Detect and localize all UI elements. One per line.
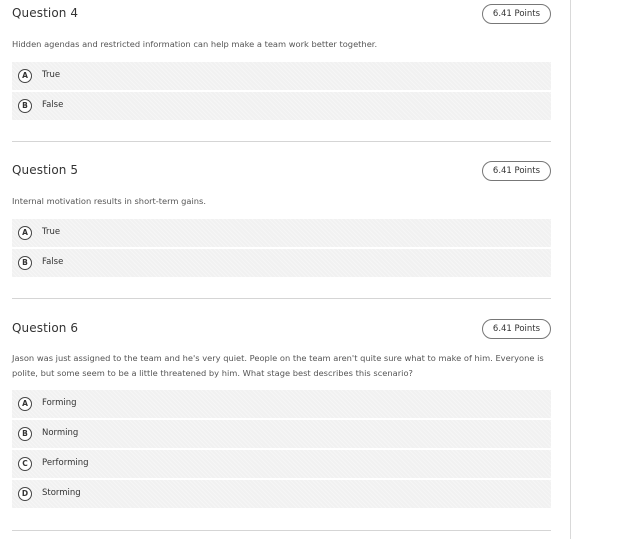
question-text: Internal motivation results in short-term gains. [12, 196, 207, 206]
option-letter-c: C [18, 457, 32, 471]
option-letter-a: A [18, 397, 32, 411]
option-label: False [42, 257, 64, 267]
option-letter-a: A [18, 69, 32, 83]
option-a[interactable] [12, 219, 551, 247]
points-badge: 6.41 Points [482, 4, 551, 24]
option-label: Performing [42, 458, 89, 468]
option-label: True [42, 70, 61, 80]
option-letter-b: B [18, 427, 32, 441]
option-letter-d: D [18, 487, 32, 501]
option-letter-b: B [18, 256, 32, 270]
option-letter-a: A [18, 226, 32, 240]
option-b[interactable] [12, 92, 551, 120]
option-label: Forming [42, 398, 77, 408]
question-title: Question 4 [12, 6, 79, 20]
option-c[interactable] [12, 450, 551, 478]
points-badge: 6.41 Points [482, 161, 551, 181]
option-label: Storming [42, 488, 81, 498]
question-divider [12, 141, 551, 142]
question-text: Jason was just assigned to the team and he's very quiet. People on the team aren't quite sure what to make of him. Everyone is polite, but some seem to be a little threatened by him. What stage best describes this scenario? [12, 353, 544, 378]
points-badge: 6.41 Points [482, 319, 551, 339]
option-label: True [42, 227, 61, 237]
question-divider [12, 298, 551, 299]
option-letter-b: B [18, 99, 32, 113]
option-a[interactable] [12, 62, 551, 90]
question-text: Hidden agendas and restricted information can help make a team work better together. [12, 39, 378, 49]
option-b[interactable] [12, 249, 551, 277]
question-title: Question 6 [12, 321, 79, 335]
option-label: Norming [42, 428, 79, 438]
option-d[interactable] [12, 480, 551, 508]
question-divider [12, 530, 551, 531]
content-border [570, 0, 571, 539]
question-title: Question 5 [12, 163, 79, 177]
option-b[interactable] [12, 420, 551, 448]
option-a[interactable] [12, 390, 551, 418]
option-label: False [42, 100, 64, 110]
